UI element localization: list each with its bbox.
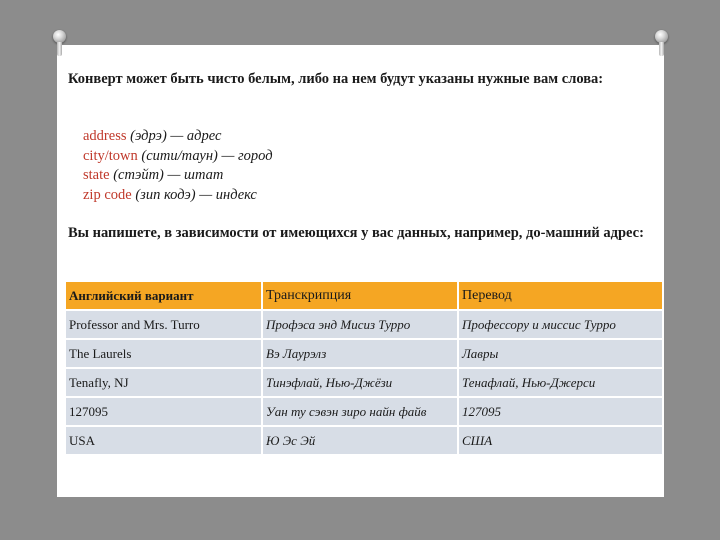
cell-translation: 127095 bbox=[459, 398, 662, 427]
vocab-word: address bbox=[83, 128, 127, 144]
table-row bbox=[66, 311, 662, 340]
example-intro-text: Вы напишете, в зависимости от имеющихся у вас данных, например, до-машний адрес: bbox=[68, 225, 644, 241]
header-translation: Перевод bbox=[459, 282, 662, 311]
address-table bbox=[66, 282, 662, 456]
cell-transcription: Тинэфлай, Нью-Джёзи bbox=[263, 369, 459, 398]
vocab-translation: (зип кодэ) — индекс bbox=[131, 186, 257, 203]
vocab-translation: (сити/таун) — город bbox=[137, 147, 273, 164]
table-row bbox=[66, 398, 662, 427]
intro-text: Конверт может быть чисто белым, либо на нем будут указаны нужные вам слова: bbox=[68, 71, 604, 87]
cell-english: 127095 bbox=[66, 398, 263, 427]
vocab-word: zip code bbox=[83, 186, 132, 203]
cell-translation: Тенафлай, Нью-Джерси bbox=[459, 369, 662, 398]
cell-transcription: Вэ Лаурэлз bbox=[263, 340, 459, 369]
table-row bbox=[66, 427, 662, 456]
cell-english: The Laurels bbox=[66, 340, 263, 369]
cell-transcription: Профэса энд Мисиз Турро bbox=[263, 311, 459, 340]
cell-translation: Профессору и миссис Турро bbox=[459, 311, 662, 340]
vocab-item bbox=[83, 127, 403, 147]
cell-transcription: Ю Эс Эй bbox=[263, 427, 459, 456]
vocab-translation: (стэйт) — штат bbox=[109, 167, 224, 183]
vocab-translation: (эдрэ) — адрес bbox=[126, 128, 222, 144]
cell-english: Professor and Mrs. Turro bbox=[66, 311, 263, 340]
header-english: Английский вариант bbox=[66, 282, 263, 311]
cell-transcription: Уан ту сэвэн зиро найн файв bbox=[263, 398, 459, 427]
cell-translation: США bbox=[459, 427, 662, 456]
pushpin-icon bbox=[655, 30, 668, 43]
table-header-row bbox=[66, 282, 662, 311]
cell-english: USA bbox=[66, 427, 263, 456]
vocab-list bbox=[83, 127, 403, 205]
cell-translation: Лавры bbox=[459, 340, 662, 369]
pushpin-icon bbox=[53, 30, 66, 43]
vocab-item bbox=[83, 186, 403, 206]
table-row bbox=[66, 369, 662, 398]
vocab-item bbox=[83, 166, 403, 186]
vocab-word: state bbox=[83, 167, 110, 183]
table-row bbox=[66, 340, 662, 369]
vocab-word: city/town bbox=[83, 147, 138, 164]
header-transcription: Транскрипция bbox=[263, 282, 459, 311]
vocab-item bbox=[83, 147, 403, 167]
cell-english: Tenafly, NJ bbox=[66, 369, 263, 398]
